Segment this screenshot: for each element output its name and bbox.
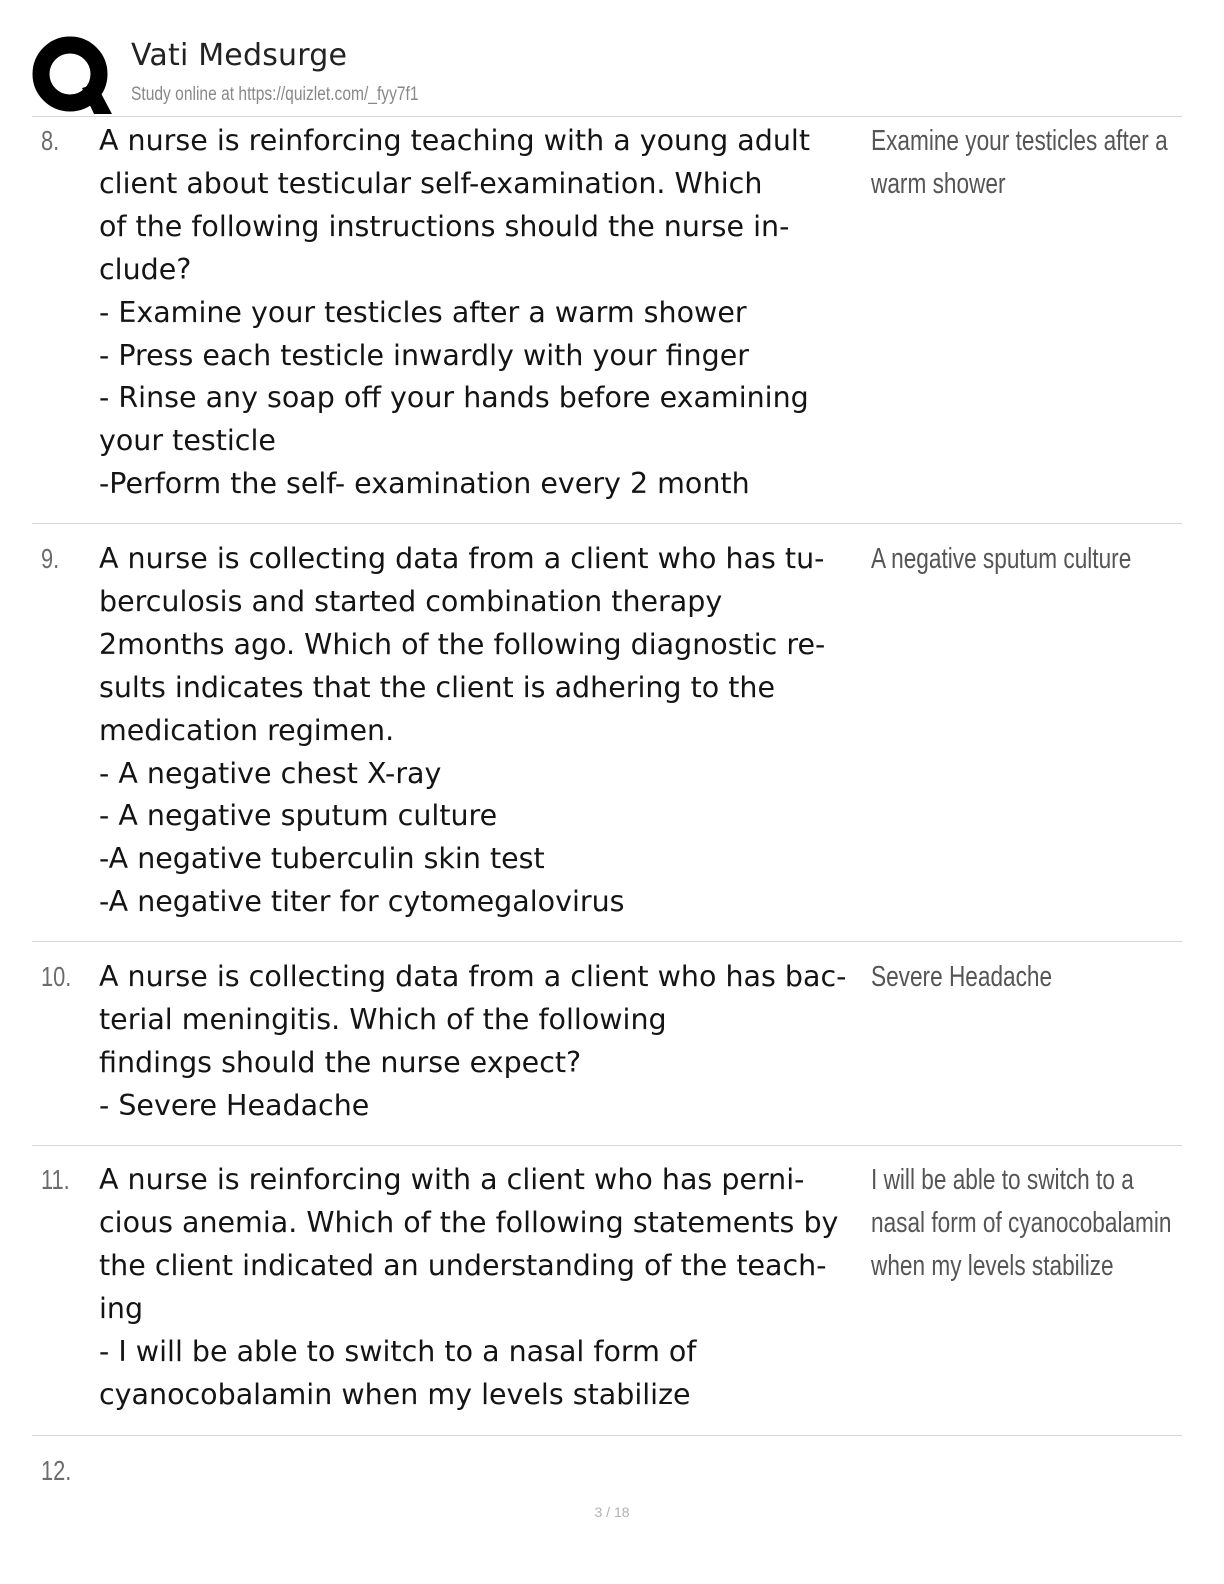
- card-answer: [871, 538, 1152, 581]
- card-number: 10.: [41, 961, 72, 992]
- answer-line: warm shower: [871, 168, 1006, 200]
- divider: [32, 523, 1182, 524]
- answer-line: nasal form of cyanocobalamin: [871, 1207, 1172, 1239]
- card-question: [99, 538, 869, 924]
- answer-line: Severe Headache: [871, 961, 1053, 993]
- card-answer: [871, 1159, 1172, 1288]
- card-question: [99, 1159, 869, 1416]
- question-line: - Press each testicle inwardly with your finger: [99, 338, 749, 372]
- card-number: 12.: [41, 1455, 72, 1486]
- study-online-link[interactable]: Study online at https://quizlet.com/_fyy7f1: [131, 84, 419, 105]
- answer-line: A negative sputum culture: [871, 543, 1132, 575]
- question-line: - A negative chest X-ray: [99, 756, 442, 790]
- question-line: - Rinse any soap off your hands before examining: [99, 381, 809, 415]
- question-line: of the following instructions should the nurse in-: [99, 209, 790, 243]
- question-line: medication regimen.: [99, 713, 395, 747]
- flashcard-10: [32, 956, 1182, 1136]
- question-line: - I will be able to switch to a nasal form of: [99, 1334, 697, 1368]
- flashcard-8: [32, 120, 1182, 520]
- card-number: 11.: [41, 1164, 70, 1195]
- card-answer: [871, 956, 1152, 999]
- question-line: clude?: [99, 252, 192, 286]
- question-line: berculosis and started combination therapy: [99, 584, 723, 618]
- flashcard-9: [32, 538, 1182, 938]
- question-line: your testicle: [99, 424, 276, 458]
- divider: [32, 116, 1182, 117]
- question-line: A nurse is collecting data from a client who has bac-: [99, 960, 847, 993]
- question-line: - Severe Headache: [99, 1088, 370, 1122]
- question-line: cious anemia. Which of the following statements by: [99, 1205, 839, 1239]
- question-line: A nurse is reinforcing teaching with a young adult: [99, 124, 811, 157]
- card-number: 9.: [41, 543, 60, 574]
- card-number: 8.: [41, 125, 60, 156]
- divider: [32, 941, 1182, 942]
- question-line: A nurse is reinforcing with a client who has perni-: [99, 1163, 805, 1196]
- flashcard-12: [32, 1450, 1182, 1500]
- answer-line: when my levels stabilize: [871, 1250, 1114, 1282]
- question-line: cyanocobalamin when my levels stabilize: [99, 1377, 691, 1411]
- answer-line: I will be able to switch to a: [871, 1164, 1134, 1196]
- question-line: the client indicated an understanding of the teach-: [99, 1248, 827, 1282]
- card-question: [99, 956, 869, 1128]
- set-title: Vati Medsurge: [131, 38, 348, 73]
- question-line: sults indicates that the client is adhering to the: [99, 670, 776, 704]
- question-line: - A negative sputum culture: [99, 799, 498, 833]
- question-line: client about testicular self-examination. Which: [99, 166, 763, 200]
- page-number: 3 / 18: [594, 1504, 630, 1520]
- question-line: -A negative titer for cytomegalovirus: [99, 885, 625, 919]
- question-line: 2months ago. Which of the following diagnostic re-: [99, 627, 826, 661]
- answer-line: Examine your testicles after a: [871, 125, 1168, 157]
- quizlet-logo-icon: [32, 34, 112, 114]
- question-line: -Perform the self- examination every 2 month: [99, 467, 750, 501]
- question-line: - Examine your testicles after a warm shower: [99, 295, 747, 329]
- question-line: findings should the nurse expect?: [99, 1045, 582, 1079]
- page-header: [32, 34, 1182, 114]
- divider: [32, 1435, 1182, 1436]
- card-question: [99, 120, 869, 506]
- flashcard-11: [32, 1159, 1182, 1429]
- question-line: -A negative tuberculin skin test: [99, 842, 545, 876]
- question-line: terial meningitis. Which of the following: [99, 1002, 667, 1036]
- divider: [32, 1145, 1182, 1146]
- question-line: ing: [99, 1291, 144, 1325]
- question-line: A nurse is collecting data from a client who has tu-: [99, 542, 825, 575]
- card-answer: [871, 120, 1168, 206]
